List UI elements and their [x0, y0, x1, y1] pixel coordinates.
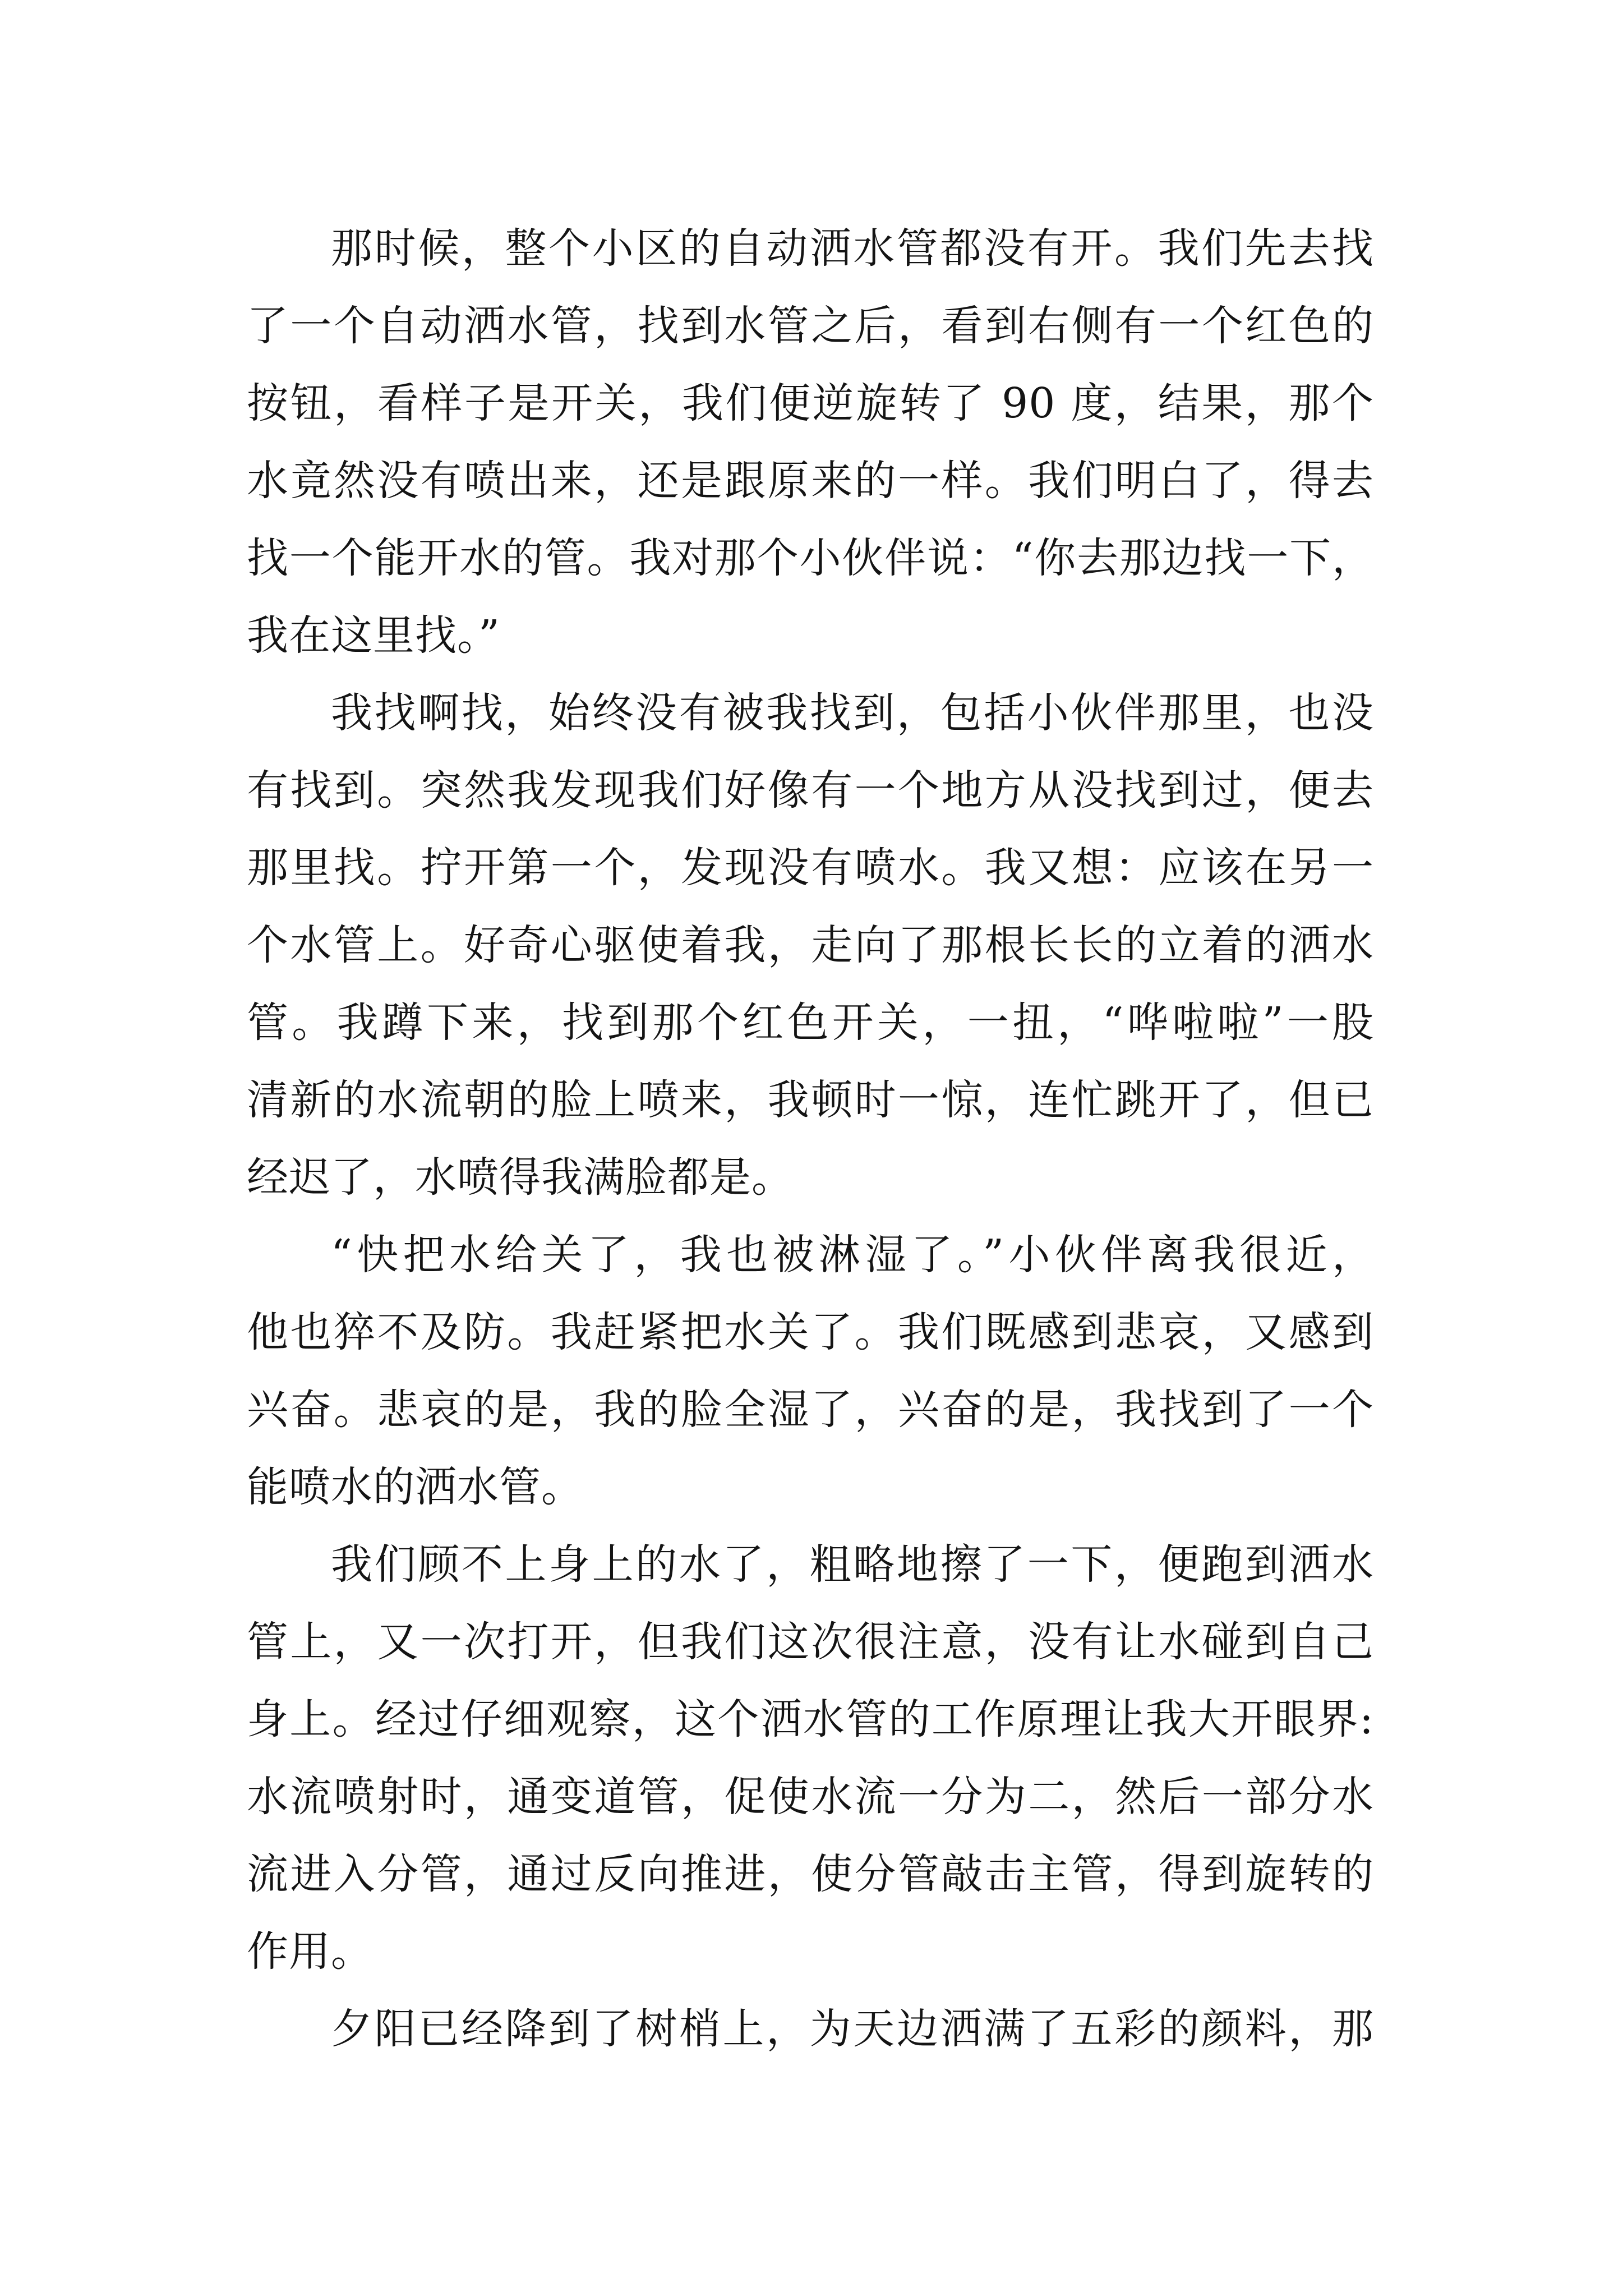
text-line: 管上，又一次打开，但我们这次很注意，没有让水碰到自己	[247, 1618, 1374, 1666]
text-line: 有找到。突然我发现我们好像有一个地方从没找到过，便去	[247, 766, 1374, 815]
text-line: 夕阳已经降到了树梢上，为天边洒满了五彩的颜料，那	[331, 2005, 1374, 2053]
text-line: 个水管上。好奇心驱使着我，走向了那根长长的立着的洒水	[247, 921, 1374, 969]
text-line: 他也猝不及防。我赶紧把水关了。我们既感到悲哀，又感到	[247, 1308, 1374, 1356]
text-line: 找一个能开水的管。我对那个小伙伴说：“你去那边找一下，	[247, 534, 1374, 582]
text-line: 按钮，看样子是开关，我们便逆旋转了 90 度，结果，那个	[247, 379, 1374, 427]
document-body	[247, 210, 1374, 2068]
text-line: “快把水给关了，我也被淋湿了。”小伙伴离我很近，	[331, 1231, 1374, 1279]
text-line: 我在这里找。”	[247, 611, 500, 660]
text-line: 身上。经过仔细观察，这个洒水管的工作原理让我大开眼界:	[247, 1695, 1374, 1743]
text-line: 能喷水的洒水管。	[247, 1463, 583, 1511]
text-line: 管。我蹲下来，找到那个红色开关，一扭，“哗啦啦”一股	[247, 999, 1374, 1047]
text-line: 那时候，整个小区的自动洒水管都没有开。我们先去找	[331, 224, 1374, 273]
text-line: 经迟了，水喷得我满脸都是。	[247, 1153, 794, 1202]
text-line: 兴奋。悲哀的是，我的脸全湿了，兴奋的是，我找到了一个	[247, 1386, 1374, 1434]
text-line: 我找啊找，始终没有被我找到，包括小伙伴那里，也没	[331, 689, 1374, 737]
text-line: 流进入分管，通过反向推进，使分管敲击主管，得到旋转的	[247, 1850, 1374, 1898]
text-line: 了一个自动洒水管，找到水管之后，看到右侧有一个红色的	[247, 302, 1374, 350]
text-line: 水流喷射时，通变道管，促使水流一分为二，然后一部分水	[247, 1773, 1374, 1821]
text-line: 清新的水流朝的脸上喷来，我顿时一惊，连忙跳开了，但已	[247, 1076, 1374, 1124]
text-line: 作用。	[247, 1927, 373, 1976]
text-line: 那里找。拧开第一个，发现没有喷水。我又想：应该在另一	[247, 844, 1374, 892]
text-line: 水竟然没有喷出来，还是跟原来的一样。我们明白了，得去	[247, 457, 1374, 505]
text-line: 我们顾不上身上的水了，粗略地擦了一下，便跑到洒水	[331, 1540, 1374, 1589]
